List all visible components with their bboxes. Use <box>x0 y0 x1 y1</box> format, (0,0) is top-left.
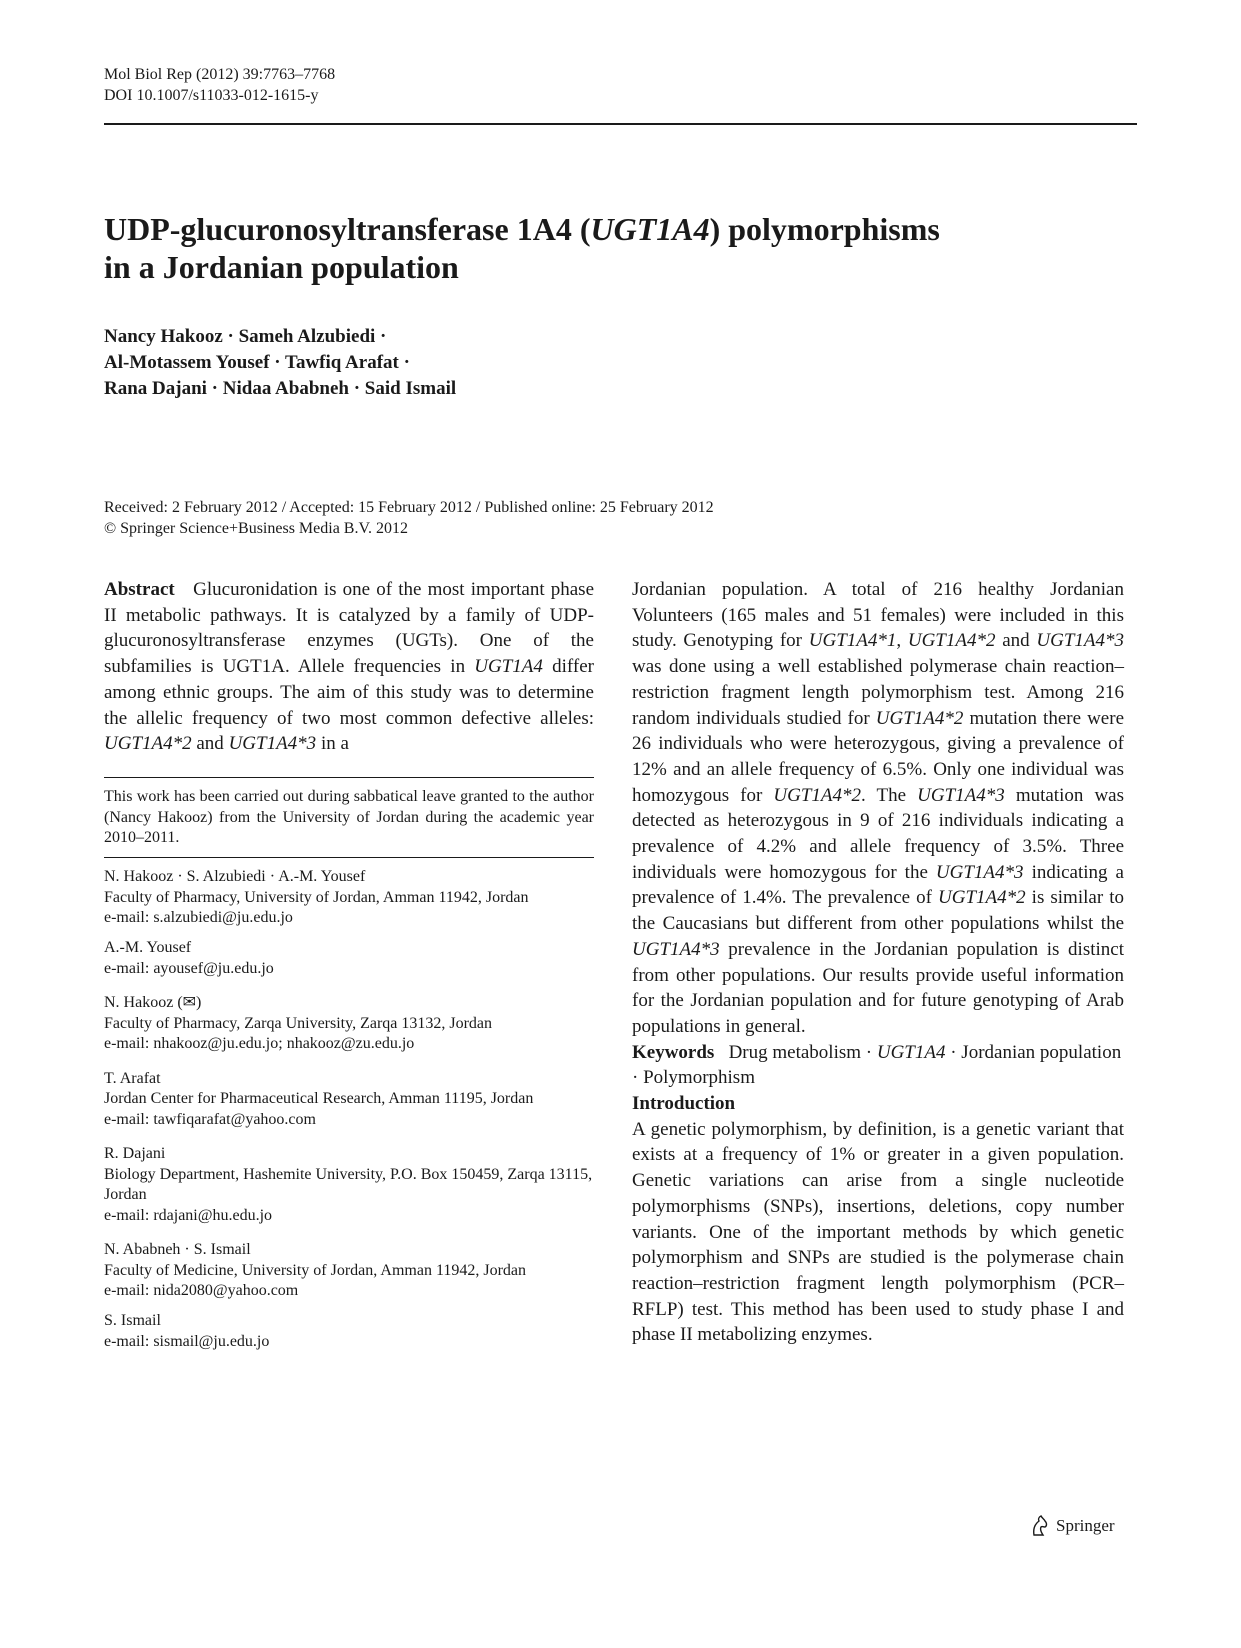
article-title: UDP-glucuronosyltransferase 1A4 (UGT1A4) polymorphisms in a Jordanian population <box>104 211 940 285</box>
journal-header <box>104 64 335 106</box>
springer-horse-icon <box>1030 1515 1050 1537</box>
footnote-rule <box>104 777 594 778</box>
keywords: Keywords Drug metabolism · UGT1A4 · Jordanian population · Polymorphism <box>632 1041 1122 1089</box>
introduction-heading: Introduction <box>632 1093 736 1115</box>
author-list: Nancy Hakooz · Sameh Alzubiedi · Al-Motassem Yousef · Tawfiq Arafat · Rana Dajani · Nidaa Ababneh · Said Ismail <box>104 326 457 399</box>
email: e-mail: rdajani@hu.edu.jo <box>104 1206 273 1224</box>
affiliation: A.-M. Yousef e-mail: ayousef@ju.edu.jo <box>104 938 594 979</box>
publication-history <box>104 497 714 539</box>
affiliation: N. Hakooz · S. Alzubiedi · A.-M. Yousef Faculty of Pharmacy, University of Jordan, Amman 11942, Jordan e-mail: s.alzubiedi@ju.edu.jo <box>104 867 594 929</box>
abstract-continued: Jordanian population. A total of 216 healthy Jordanian Volunteers (165 males and 51 females) were included in this study. Genotyping for UGT1A4*1, UGT1A4*2 and UGT1A4*3 was done using a well established polymerase chain reaction–restriction fragment length polymorphism test. Among 216 random individuals studied for UGT1A4*2 mutation there were 26 individuals who were heterozygous, giving a prevalence of 12% and an allele frequency of 6.5%. Only one individual was homozygous for UGT1A4*2. The UGT1A4*3 mutation was detected as heterozygous in 9 of 216 individuals indicating a prevalence of 4.2% and allele frequency of 3.5%. Three individuals were homozygous for the UGT1A4*3 indicating a prevalence of 1.4%. The prevalence of UGT1A4*2 is similar to the Caucasians but different from other populations whilst the UGT1A4*3 prevalence in the Jordanian population is distinct from other populations. Our results provide useful information for the Jordanian population and for future genotyping of Arab populations in general. <box>632 579 1125 1037</box>
email: e-mail: ayousef@ju.edu.jo <box>104 959 274 977</box>
affiliation: N. Ababneh · S. Ismail Faculty of Medicine, University of Jordan, Amman 11942, Jordan e-mail: nida2080@yahoo.com <box>104 1240 594 1302</box>
journal-citation: Mol Biol Rep (2012) 39:7763–7768 <box>104 66 336 83</box>
affiliation: T. Arafat Jordan Center for Pharmaceutical Research, Amman 11195, Jordan e-mail: tawfiqarafat@yahoo.com <box>104 1069 594 1131</box>
envelope-icon: ✉ <box>182 994 197 1011</box>
email: e-mail: nida2080@yahoo.com <box>104 1282 299 1299</box>
affiliation: N. Hakooz (✉) Faculty of Pharmacy, Zarqa University, Zarqa 13132, Jordan e-mail: nhakooz@ju.edu.jo; nhakooz@zu.edu.jo <box>104 993 594 1055</box>
copyright-line: © Springer Science+Business Media B.V. 2012 <box>104 520 408 537</box>
doi: DOI 10.1007/s11033-012-1615-y <box>104 87 319 104</box>
email: e-mail: s.alzubiedi@ju.edu.jo <box>104 909 293 926</box>
keywords-label: Keywords <box>632 1041 715 1063</box>
affiliation: R. Dajani Biology Department, Hashemite University, P.O. Box 150459, Zarqa 13115, Jordan e-mail: rdajani@hu.edu.jo <box>104 1144 594 1226</box>
publisher-name: Springer <box>1056 1516 1115 1535</box>
dates-line: Received: 2 February 2012 / Accepted: 15 February 2012 / Published online: 25 February 2012 <box>104 499 714 516</box>
email: e-mail: nhakooz@ju.edu.jo; nhakooz@zu.edu.jo <box>104 1035 415 1052</box>
affiliation-rule <box>104 857 594 858</box>
email: e-mail: sismail@ju.edu.jo <box>104 1332 270 1350</box>
abstract-label: Abstract <box>104 579 175 600</box>
affiliations <box>104 867 594 1362</box>
introduction-text: A genetic polymorphism, by definition, is a genetic variant that exists at a frequency of 1% or greater in a given population. Genetic variations can arise from a single nucleotide polymorphisms (SNPs), insertions, deletions, copy number variants. One of the important methods by which genetic polymorphism and SNPs are studied is the polymerase chain reaction–restriction fragment length polymorphism (PCR–RFLP) test. This method has been used to study phase I and phase II metabolizing enzymes. <box>632 1118 1124 1346</box>
email: e-mail: tawfiqarafat@yahoo.com <box>104 1110 316 1128</box>
header-rule <box>104 123 1137 125</box>
right-column <box>632 577 1124 1348</box>
abstract-left: Abstract Glucuronidation is one of the most important phase II metabolic pathways. It is catalyzed by a family of UDP-glucuronosyltransferase enzymes (UGTs). One of the subfamilies is UGT1A. Allele frequencies in UGT1A4 differ among ethnic groups. The aim of this study was to determine the allelic frequency of two most common defective alleles: UGT1A4*2 and UGT1A4*3 in a <box>104 579 595 755</box>
sabbatical-footnote: This work has been carried out during sabbatical leave granted to the author (Nancy Hakooz) from the University of Jordan during the academic year 2010–2011. <box>104 788 594 846</box>
affiliation: S. Ismail e-mail: sismail@ju.edu.jo <box>104 1311 594 1352</box>
title-gene: UGT1A4 <box>590 211 710 247</box>
publisher-logo <box>1030 1515 1115 1537</box>
